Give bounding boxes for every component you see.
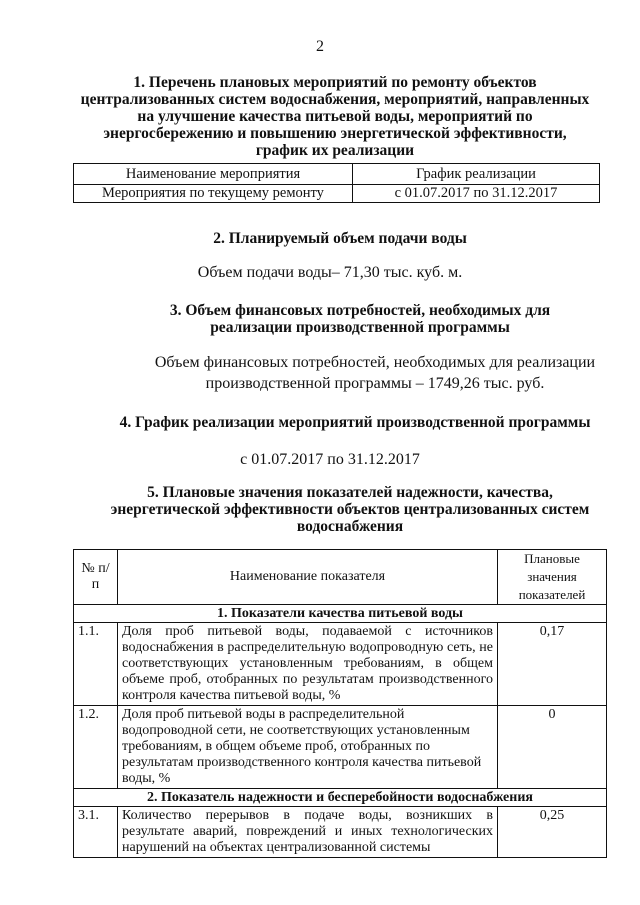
- table-cell-num: 1.1.: [74, 623, 118, 706]
- table-group-label: 2. Показатель надежности и бесперебойности водоснабжения: [74, 789, 607, 807]
- table-header-cell: График реализации: [353, 164, 600, 185]
- table-cell-value: 0,25: [498, 807, 607, 858]
- section-4-text: с 01.07.2017 по 31.12.2017: [240, 451, 420, 468]
- section-1-title: 1. Перечень плановых мероприятий по ремонту объектов централизованных систем водоснабжения, мероприятий, направленных на улучшение качества питьевой воды, мероприятий по энергосбережению и повышению энергетической эффективности, график их реализации: [80, 74, 590, 159]
- section-4-title: 4. График реализации мероприятий производственной программы: [119, 414, 591, 431]
- table-header-cell: № п/п: [74, 550, 118, 605]
- table-header-cell: Наименование мероприятия: [74, 164, 353, 185]
- table-group-row: [74, 789, 607, 807]
- table-row: [74, 185, 600, 203]
- table-cell: с 01.07.2017 по 31.12.2017: [353, 185, 600, 203]
- table-group-label: 1. Показатели качества питьевой воды: [74, 605, 607, 623]
- section-5-title: 5. Плановые значения показателей надежности, качества, энергетической эффективности объектов централизованных систем водоснабжения: [110, 484, 590, 535]
- table-row: [74, 623, 607, 706]
- table-cell-name: Доля проб питьевой воды в распределительной водопроводной сети, не соответствующих установленным требованиям, в общем объеме проб, отобранных по результатам производственного контроля качества питьевой воды, %: [118, 706, 498, 789]
- indicators-table: [73, 549, 607, 858]
- activities-table: [73, 163, 600, 203]
- table-cell-value: 0: [498, 706, 607, 789]
- section-2-text: Объем подачи воды– 71,30 тыс. куб. м.: [197, 264, 463, 281]
- table-cell-name: Количество перерывов в подаче воды, возникших в результате аварий, повреждений и иных технологических нарушений на объектах централизованной системы: [118, 807, 498, 858]
- table-cell: Мероприятия по текущему ремонту: [74, 185, 353, 203]
- table-cell-num: 3.1.: [74, 807, 118, 858]
- section-2-title: 2. Планируемый объем подачи воды: [213, 230, 467, 247]
- table-row: [74, 706, 607, 789]
- table-cell-value: 0,17: [498, 623, 607, 706]
- table-row: [74, 807, 607, 858]
- table-group-row: [74, 605, 607, 623]
- table-header-cell: Наименование показателя: [118, 550, 498, 605]
- table-cell-num: 1.2.: [74, 706, 118, 789]
- section-3-title: 3. Объем финансовых потребностей, необходимых для реализации производственной программы: [169, 302, 551, 336]
- table-header-cell: Плановые значения показателей: [498, 550, 607, 605]
- table-header-row: [74, 550, 607, 605]
- section-3-text: Объем финансовых потребностей, необходимых для реализации производственной программы – 1749,26 тыс. руб.: [154, 354, 596, 392]
- page-number: 2: [316, 38, 324, 55]
- table-header-row: [74, 164, 600, 185]
- table-cell-name: Доля проб питьевой воды, подаваемой с источников водоснабжения в распределительную водопроводную сеть, не соответствующих установленным требованиям, в общем объеме проб, отобранных по результатам производственного контроля качества питьевой воды, %: [118, 623, 498, 706]
